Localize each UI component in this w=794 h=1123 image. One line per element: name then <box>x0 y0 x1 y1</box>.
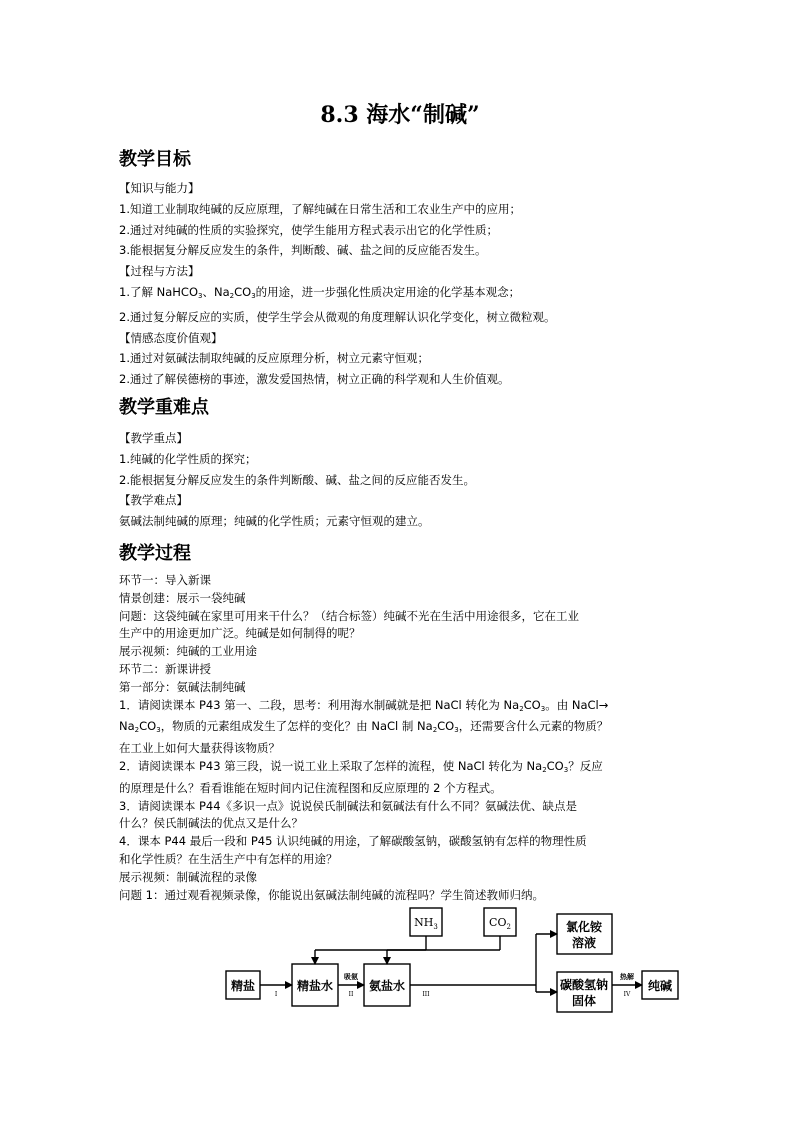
absorb-label: 吸氨 <box>344 972 358 981</box>
objective-line: 1.通过对氨碱法制取纯碱的反应原理分析，树立元素守恒观； <box>119 351 429 366</box>
objectives-section <box>119 178 681 390</box>
objective-line: 【过程与方法】 <box>119 264 200 279</box>
page-title: 8.3 海水“制碱” <box>320 102 480 128</box>
process-line: 环节二：新课讲授 <box>119 661 211 676</box>
keypoint-line: 【教学重点】 <box>119 431 188 445</box>
objective-line: 2.通过了解侯德榜的事迹，激发爱国热情，树立正确的科学观和人生价值观。 <box>119 372 510 387</box>
process-section <box>119 572 681 904</box>
process-line: 展示视频：制碱流程的录像 <box>119 869 257 884</box>
soda-label: 纯碱 <box>647 979 673 993</box>
brine-label: 精盐水 <box>296 979 334 993</box>
objective-line: 2.通过对纯碱的性质的实验探究，使学生能用方程式表示出它的化学性质； <box>119 222 498 237</box>
nh4cl-label-line2: 溶液 <box>571 936 597 950</box>
process-line: 问题 1：通过观看视频录像，你能说出氨碱法制纯碱的流程吗？学生简述教师归纳。 <box>119 887 544 902</box>
step-4-label: IV <box>623 991 631 998</box>
step-1-label: I <box>274 991 278 998</box>
salt-label: 精盐 <box>230 979 256 993</box>
objective-line: 1.了解 NaHCO$_3$、$Na_2CO_3$的用途，进一步强化性质决定用途的化学基本观念； <box>119 284 521 300</box>
step-3-label: III <box>422 991 430 998</box>
objective-line: 2.通过复分解反应的实质，使学生学会从微观的角度理解认识化学变化，树立微粒观。 <box>119 309 556 324</box>
nahco3-label-line1: 碳酸氢钠 <box>559 978 609 992</box>
objective-line: 【情感态度价值观】 <box>119 330 223 345</box>
objective-line: 3.能根据复分解反应发生的条件，判断酸、碱、盐之间的反应能否发生。 <box>119 243 487 258</box>
process-line: 3．请阅读课本 P44《多识一点》说说侯氏制碱法和氨碱法有什么不同？氨碱法优、缺点是 <box>119 798 578 813</box>
keypoint-line: 氨碱法制纯碱的原理；纯碱的化学性质；元素守恒观的建立。 <box>119 514 430 529</box>
process-line: 在工业上如何大量获得该物质？ <box>119 741 280 756</box>
ammonia-brine-label: 氨盐水 <box>368 979 406 993</box>
process-line: 问题：这袋纯碱在家里可用来干什么？（结合标签）纯碱不光在生活中用途很多，它在工业 <box>119 608 579 623</box>
keypoints-section <box>119 428 681 532</box>
process-line: 展示视频：纯碱的工业用途 <box>119 644 257 659</box>
keypoint-line: 【教学难点】 <box>119 493 188 508</box>
objective-line: 1.知道工业制取纯碱的反应原理，了解纯碱在日常生活和工农业生产中的应用； <box>119 201 521 216</box>
process-line: 2．请阅读课本 P43 第三段，说一说工业上采取了怎样的流程，使 NaCl 转化为 $Na_2CO_3$？反应 <box>119 758 603 774</box>
co2-label: $CO_2$ <box>489 916 511 931</box>
process-line: 生产中的用途更加广泛。纯碱是如何制得的呢？ <box>119 626 361 641</box>
process-heading: 教学过程 <box>119 543 191 564</box>
keypoints-heading: 教学重难点 <box>119 397 209 418</box>
process-line: 情景创建：展示一袋纯碱 <box>119 590 246 605</box>
process-line: 的原理是什么？看看谁能在短时间内记住流程图和反应原理的 2 个方程式。 <box>119 780 502 795</box>
process-line: 4．课本 P44 最后一段和 P45 认识纯碱的用途，了解碳酸氢钠，碳酸氢钠有怎样的物理性质 <box>119 834 587 849</box>
keypoint-line: 2.能根据复分解反应发生的条件判断酸、碱、盐之间的反应能否发生。 <box>119 472 475 487</box>
step-2-label: II <box>348 991 354 998</box>
nahco3-label-line2: 固体 <box>571 994 597 1008</box>
process-line: 第一部分：氨碱法制纯碱 <box>119 679 246 694</box>
ammonia-soda-flow-diagram <box>224 906 684 1018</box>
nh4cl-label-line1: 氯化铵 <box>565 920 603 934</box>
process-line: 什么？侯氏制碱法的优点又是什么？ <box>119 816 303 831</box>
heat-label: 热解 <box>620 972 634 981</box>
process-line: 环节一：导入新课 <box>119 573 211 587</box>
process-line: 和化学性质？在生活生产中有怎样的用途？ <box>119 851 338 866</box>
objectives-heading: 教学目标 <box>119 149 191 170</box>
process-line: 1．请阅读课本 P43 第一、二段，思考：利用海水制碱就是把 NaCl 转化为 $Na_2CO_3$。由 NaCl→ <box>119 697 609 713</box>
keypoint-line: 1.纯碱的化学性质的探究； <box>119 451 257 466</box>
nh3-label: $NH_3$ <box>414 916 438 931</box>
objective-line: 【知识与能力】 <box>119 181 200 195</box>
process-line: $Na_2CO_3$，物质的元素组成发生了怎样的变化？由 NaCl 制 $Na_2CO_3$，还需要含什么元素的物质？ <box>119 719 609 735</box>
